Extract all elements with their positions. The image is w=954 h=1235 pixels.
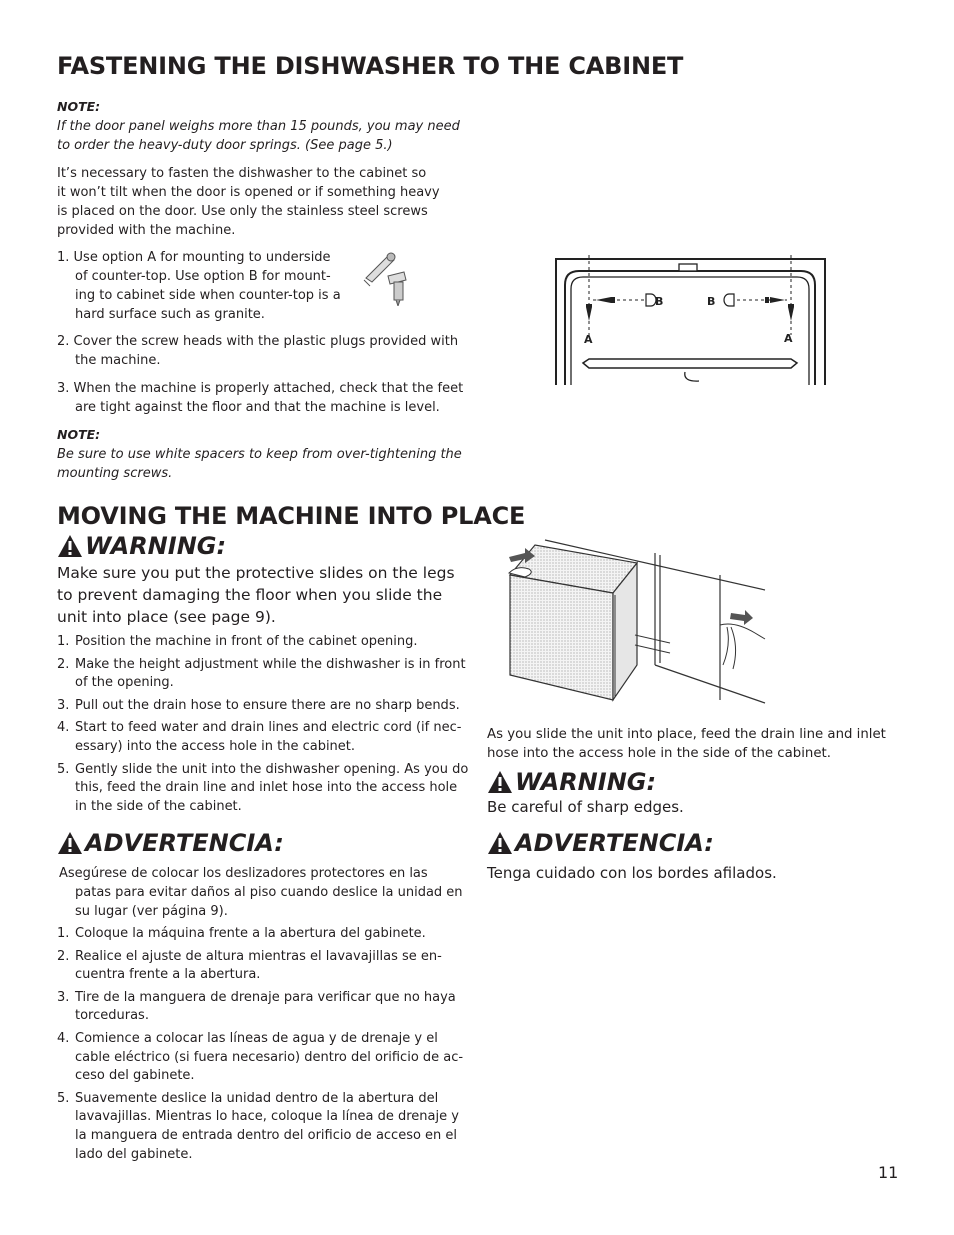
label-b-right: B	[707, 295, 716, 308]
note-label: NOTE:	[57, 427, 101, 442]
warning-triangle-icon	[487, 770, 513, 794]
step-line: Suavemente deslice la unidad dentro de la abertura del	[75, 1090, 439, 1106]
warning-heading	[57, 532, 226, 560]
note-line: Be sure to use white spacers to keep from over-tightening the	[57, 447, 462, 462]
step-line: la manguera de entrada dentro del orificio de acceso en el	[75, 1127, 458, 1143]
warning-line: unit into place (see page 9).	[57, 608, 276, 626]
warning-text	[57, 562, 477, 628]
list-item	[57, 925, 477, 944]
paragraph-line: Asegúrese de colocar los deslizadores protectores en las	[59, 866, 428, 881]
list-item	[57, 989, 477, 1026]
advertencia-label: ADVERTENCIA:	[85, 829, 284, 857]
step-number: 3.	[57, 697, 70, 713]
step-line: of the opening.	[75, 675, 174, 691]
screw-and-plug-icon	[360, 250, 412, 306]
section-title-moving: MOVING THE MACHINE INTO PLACE	[57, 502, 526, 530]
step-line: this, feed the drain line and inlet hose into the access hole	[75, 780, 458, 796]
step-line: essary) into the access hole in the cabinet.	[75, 738, 356, 754]
list-item	[57, 697, 477, 716]
step-number: 1.	[57, 250, 70, 265]
illustration-caption	[487, 725, 927, 763]
step-number: 2.	[57, 948, 70, 964]
list-item	[57, 1030, 477, 1086]
list-item	[57, 656, 477, 693]
advertencia-text-right: Tenga cuidado con los bordes afilados.	[487, 864, 777, 882]
step-number: 5.	[57, 1090, 70, 1106]
warning-heading-right	[487, 768, 656, 796]
warning-line: to prevent damaging the floor when you slide the	[57, 586, 443, 604]
warning-label: WARNING:	[85, 532, 227, 560]
step-line: Tire de la manguera de drenaje para verificar que no haya	[75, 989, 456, 1005]
step-line: lado del gabinete.	[75, 1146, 193, 1162]
note-label: NOTE:	[57, 99, 101, 114]
mounting-diagram	[553, 255, 827, 385]
intro-paragraph	[57, 164, 477, 240]
paragraph-line: patas para evitar daños al piso cuando deslice la unidad en	[75, 885, 463, 900]
step-line: Realice el ajuste de altura mientras el lavavajillas se en-	[75, 948, 442, 964]
fasten-step-2	[57, 332, 458, 351]
advertencia-intro	[59, 864, 479, 921]
step-line: cuentra frente a la abertura.	[75, 967, 261, 983]
step-line: Gently slide the unit into the dishwasher opening. As you do	[75, 761, 469, 777]
step-line: of counter-top. Use option B for mount-	[75, 269, 331, 284]
step-line: the machine.	[75, 353, 161, 368]
step-line: Start to feed water and drain lines and electric cord (if nec-	[75, 720, 462, 736]
warning-triangle-icon	[57, 534, 83, 558]
step-line: cable eléctrico (si fuera necesario) dentro del orificio de ac-	[75, 1049, 464, 1065]
step-line: Coloque la máquina frente a la abertura del gabinete.	[75, 926, 426, 941]
advertencia-heading-right	[487, 829, 714, 857]
paragraph-line: It’s necessary to fasten the dishwasher to the cabinet so	[57, 166, 427, 181]
list-item	[57, 761, 477, 817]
step-line: Pull out the drain hose to ensure there are no sharp bends.	[75, 697, 460, 713]
label-b-left: B	[655, 295, 664, 308]
caption-line: hose into the access hole in the side of the cabinet.	[487, 746, 831, 761]
paragraph-line: is placed on the door. Use only the stainless steel screws	[57, 204, 428, 219]
step-line: ceso del gabinete.	[75, 1068, 195, 1084]
list-item	[57, 948, 477, 985]
step-number: 1.	[57, 926, 70, 941]
step-line: Use option A for mounting to underside	[73, 250, 331, 265]
paragraph-line: provided with the machine.	[57, 223, 236, 238]
list-item	[57, 719, 477, 756]
step-line: hard surface such as granite.	[75, 307, 265, 322]
step-line: torceduras.	[75, 1008, 149, 1024]
step-line: Position the machine in front of the cabinet opening.	[75, 634, 418, 649]
step-number: 2.	[57, 656, 70, 672]
warning-text-right: Be careful of sharp edges.	[487, 798, 684, 816]
step-number: 2.	[57, 334, 70, 349]
list-item	[57, 1090, 477, 1164]
paragraph-line: it won’t tilt when the door is opened or if something heavy	[57, 185, 440, 200]
note-line: to order the heavy-duty door springs. (See page 5.)	[57, 138, 393, 153]
label-a-left: A	[584, 333, 593, 346]
note-line: If the door panel weighs more than 15 pounds, you may need	[57, 119, 460, 134]
step-number: 5.	[57, 761, 70, 777]
fasten-step-3	[57, 379, 463, 398]
label-a-right: A	[784, 332, 793, 345]
step-line: Cover the screw heads with the plastic plugs provided with	[73, 334, 459, 349]
spanish-steps-list	[57, 925, 477, 1168]
note-text	[57, 117, 477, 155]
step-line: are tight against the floor and that the machine is level.	[75, 400, 440, 415]
list-item	[57, 633, 477, 652]
warning-triangle-icon	[487, 831, 513, 855]
moving-steps-list	[57, 633, 477, 820]
step-number: 3.	[57, 989, 70, 1005]
step-line: lavavajillas. Mientras lo hace, coloque la línea de drenaje y	[75, 1109, 459, 1125]
fasten-step-1	[57, 248, 331, 267]
warning-line: Make sure you put the protective slides on the legs	[57, 564, 455, 582]
step-number: 3.	[57, 381, 70, 396]
page-number: 11	[878, 1163, 899, 1182]
step-number: 4.	[57, 1030, 70, 1046]
section-title-fastening: FASTENING THE DISHWASHER TO THE CABINET	[57, 52, 684, 80]
step-line: Make the height adjustment while the dishwasher is in front	[75, 656, 466, 672]
note-text	[57, 445, 477, 483]
step-line: When the machine is properly attached, check that the feet	[73, 381, 464, 396]
paragraph-line: su lugar (ver página 9).	[75, 904, 228, 919]
step-number: 1.	[57, 634, 70, 649]
step-line: in the side of the cabinet.	[75, 798, 242, 814]
step-number: 4.	[57, 720, 70, 736]
advertencia-label: ADVERTENCIA:	[515, 829, 714, 857]
step-line: Comience a colocar las líneas de agua y de drenaje y el	[75, 1030, 438, 1046]
slide-into-place-illustration	[495, 535, 775, 705]
warning-label: WARNING:	[515, 768, 657, 796]
caption-line: As you slide the unit into place, feed the drain line and inlet	[487, 727, 886, 742]
step-line: ing to cabinet side when counter-top is a	[75, 288, 341, 303]
note-line: mounting screws.	[57, 466, 173, 481]
advertencia-heading	[57, 829, 284, 857]
warning-triangle-icon	[57, 831, 83, 855]
